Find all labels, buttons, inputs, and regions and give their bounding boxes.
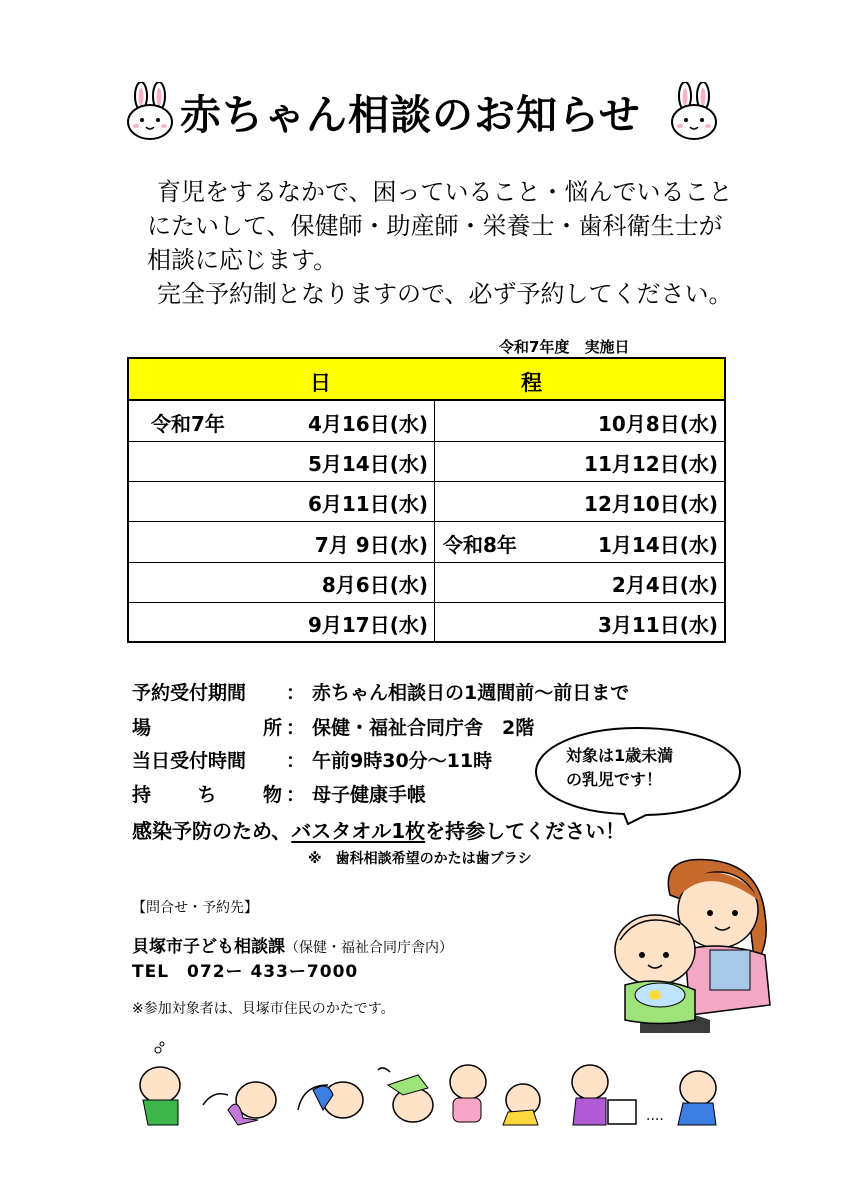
- info-label-text: 所: [262, 717, 282, 739]
- schedule-caption: 令和7年度 実施日: [499, 338, 630, 356]
- date-cell: 10月8日(水): [597, 412, 718, 436]
- intro-line: 相談に応じます。: [147, 246, 338, 274]
- date-cell: 5月14日(水): [307, 452, 428, 476]
- schedule-table: [127, 357, 726, 643]
- header-right: 程: [521, 371, 542, 395]
- contact-department: [132, 932, 453, 957]
- date-cell: 8月6日(水): [321, 573, 428, 597]
- intro-line: にたいして、保健師・助産師・栄養士・歯科衛生士が: [147, 212, 723, 240]
- contact-heading: 【問合せ・予約先】: [132, 900, 258, 916]
- infection-text: を持参してください！: [425, 819, 626, 843]
- bubble-line: の乳児です！: [566, 770, 663, 789]
- row-divider: [129, 441, 724, 442]
- info-value: 保健・福祉合同庁舎 2階: [312, 717, 535, 739]
- info-value: 赤ちゃん相談日の1週間前～前日まで: [312, 682, 630, 704]
- mother-baby-illustration: [600, 855, 780, 1035]
- infection-highlight: バスタオル1枚: [291, 819, 426, 843]
- date-cell: 4月16日(水): [307, 412, 428, 436]
- date-cell: 1月14日(水): [597, 533, 718, 557]
- info-label-text: 物: [262, 784, 282, 806]
- row-divider: [129, 521, 724, 522]
- intro-line: 育児をするなかで、困っていること・悩んでいること: [157, 178, 733, 206]
- schedule-header: [129, 359, 724, 401]
- bubble-line: 対象は1歳未満: [566, 746, 674, 765]
- intro-text: [147, 175, 733, 311]
- footnote: ※参加対象者は、貝塚市住民のかたです。: [132, 1001, 395, 1017]
- contact-dept-sub: （保健・福祉合同庁舎内）: [285, 940, 453, 956]
- date-cell: 3月11日(水): [597, 613, 718, 637]
- era-label: 令和7年: [151, 412, 225, 436]
- date-cell: 6月11日(水): [307, 492, 428, 516]
- info-label-text: ち: [197, 784, 217, 806]
- info-label: [132, 780, 282, 807]
- page-title: 赤ちゃん相談のお知らせ: [180, 91, 641, 139]
- info-label: [132, 713, 282, 740]
- info-label-text: 場: [132, 717, 152, 739]
- date-cell: 2月4日(水): [611, 573, 718, 597]
- contact-phone: TEL 072ー 433ー7000: [132, 962, 359, 982]
- date-cell: 9月17日(水): [307, 613, 428, 637]
- date-cell: 11月12日(水): [584, 452, 718, 476]
- row-divider: [129, 481, 724, 482]
- dental-note: ※ 歯科相談希望のかたは歯ブラシ: [308, 851, 532, 867]
- intro-line: 完全予約制となりますので、必ず予約してください。: [157, 280, 733, 308]
- row-divider: [129, 562, 724, 563]
- svg-text:....: ....: [646, 1108, 664, 1124]
- info-value: 母子健康手帳: [312, 784, 427, 806]
- date-cell: 12月10日(水): [584, 492, 718, 516]
- bunny-right-icon: [668, 82, 720, 142]
- bunny-left-icon: [124, 82, 176, 142]
- babies-row-illustration: [128, 1040, 728, 1130]
- info-label: [132, 746, 282, 773]
- info-value: 午前9時30分～11時: [312, 750, 493, 772]
- infection-text: 感染予防のため、: [132, 819, 292, 843]
- era-label: 令和8年: [443, 533, 517, 557]
- info-label-text: 予約受付期間: [132, 682, 247, 704]
- info-colon: ：: [286, 784, 306, 806]
- date-cell: 7月 9日(水): [314, 533, 428, 557]
- info-colon: ：: [286, 682, 306, 704]
- bubble-text: [566, 744, 673, 792]
- row-divider: [129, 602, 724, 603]
- info-label-text: 当日受付時間: [132, 750, 247, 772]
- info-label: [132, 678, 282, 705]
- info-label-text: 持: [132, 784, 152, 806]
- contact-dept-name: 貝塚市子ども相談課: [132, 937, 285, 957]
- info-colon: ：: [286, 717, 306, 739]
- header-left: 日: [310, 371, 331, 395]
- info-colon: ：: [286, 750, 306, 772]
